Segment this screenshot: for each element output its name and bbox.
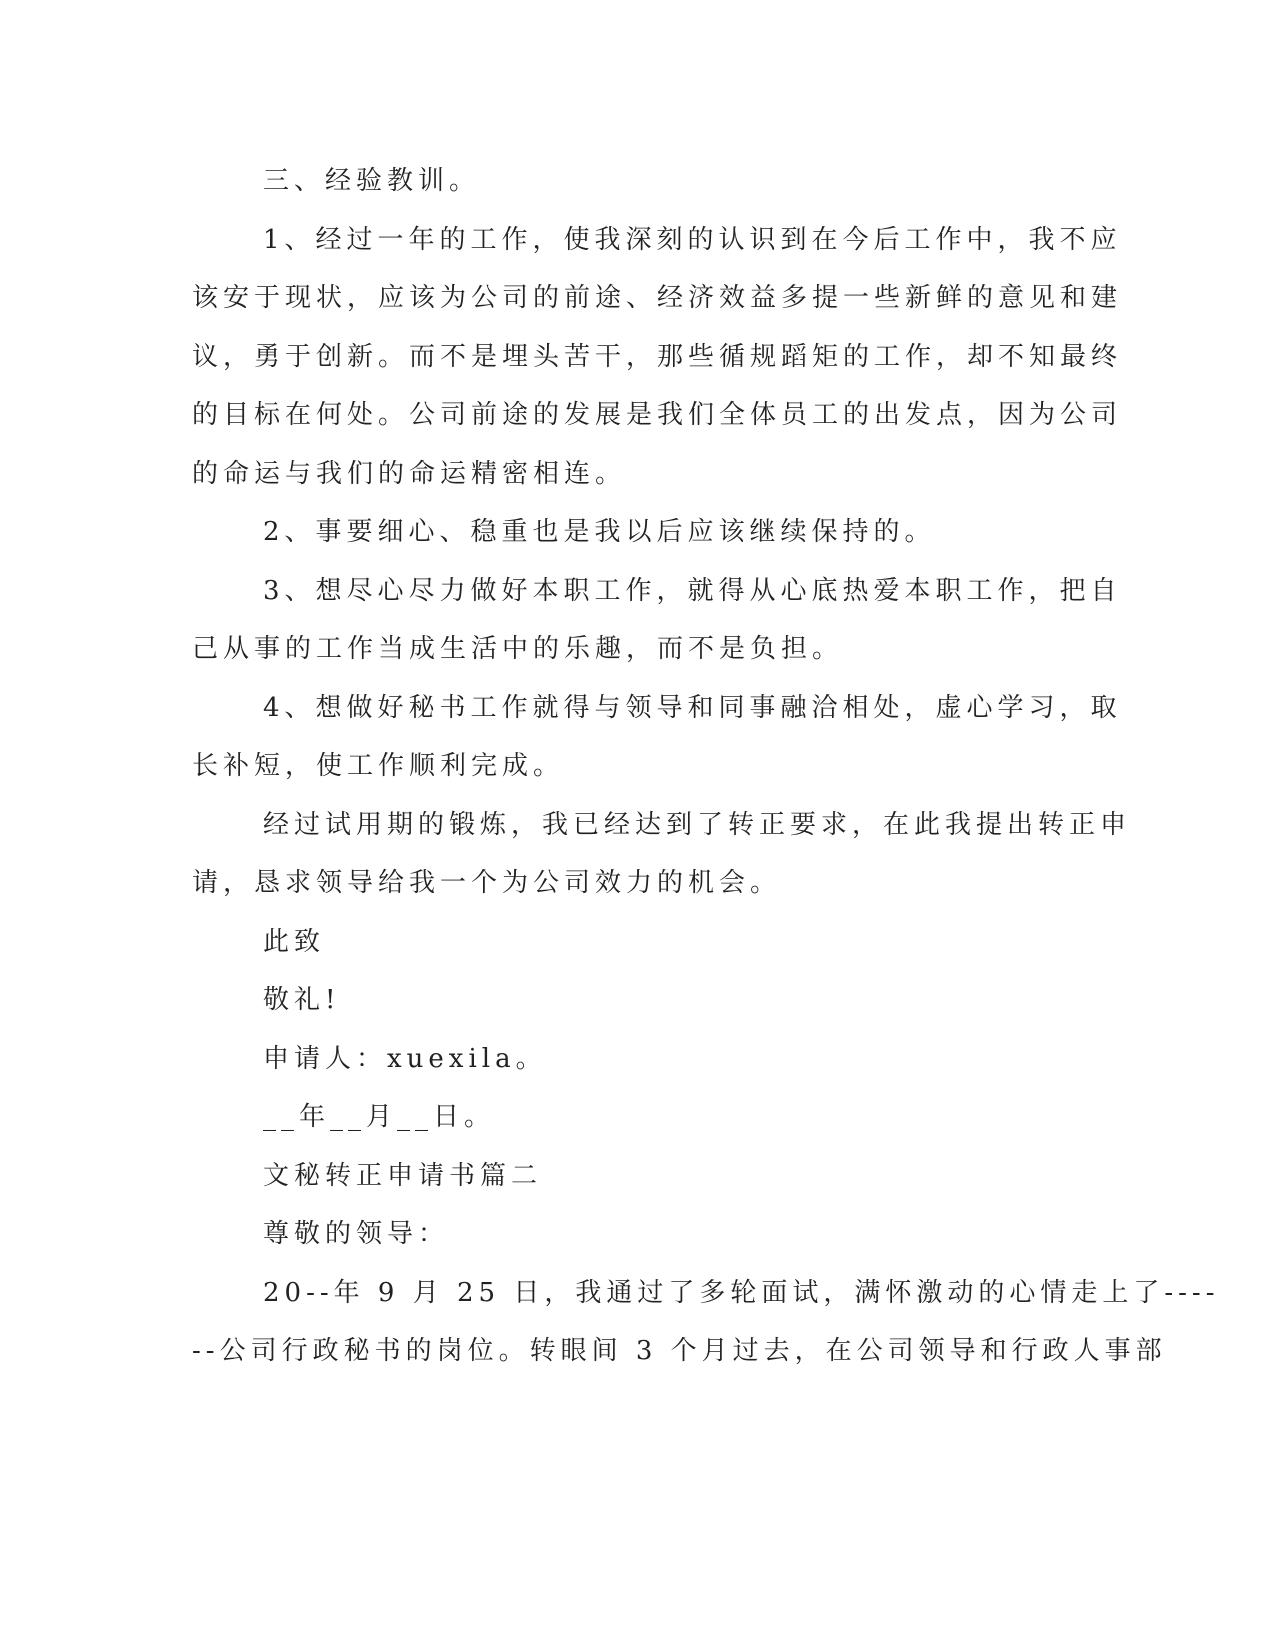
- paragraph-line: 请，恳求领导给我一个为公司效力的机会。: [192, 868, 782, 898]
- paragraph-line: 的目标在何处。公司前途的发展是我们全体员工的出发点，因为公司: [192, 400, 1123, 430]
- applicant-line: 申请人：xuexila。: [263, 1044, 547, 1074]
- paragraph-line: 议，勇于创新。而不是埋头苦干，那些循规蹈矩的工作，却不知最终: [192, 342, 1123, 372]
- closing-salutation: 此致: [263, 927, 326, 957]
- date-line: __年__月__日。: [263, 1102, 496, 1132]
- paragraph-line: 长补短，使工作顺利完成。: [192, 751, 565, 781]
- paragraph-line: 4、想做好秘书工作就得与领导和同事融洽相处，虚心学习，取: [263, 693, 1122, 723]
- closing-regards: 敬礼!: [263, 985, 341, 1015]
- paragraph-line: 该安于现状，应该为公司的前途、经济效益多提一些新鲜的意见和建: [192, 283, 1123, 313]
- paragraph-line: --公司行政秘书的岗位。转眼间 3 个月过去，在公司领导和行政人事部: [192, 1336, 1167, 1366]
- paragraph-line: 3、想尽心尽力做好本职工作，就得从心底热爱本职工作，把自: [263, 576, 1122, 606]
- section-title: 文秘转正申请书篇二: [263, 1161, 543, 1191]
- greeting-line: 尊敬的领导：: [263, 1219, 450, 1249]
- paragraph-line: 1、经过一年的工作，使我深刻的认识到在今后工作中，我不应: [263, 225, 1122, 255]
- section-heading: 三、经验教训。: [263, 166, 481, 196]
- paragraph-line: 2、事要细心、稳重也是我以后应该继续保持的。: [263, 517, 936, 547]
- paragraph-line: 经过试用期的锻炼，我已经达到了转正要求，在此我提出转正申: [263, 810, 1132, 840]
- paragraph-line: 的命运与我们的命运精密相连。: [192, 459, 627, 489]
- paragraph-line: 20--年 9 月 25 日，我通过了多轮面试，满怀激动的心情走上了----: [263, 1278, 1220, 1308]
- paragraph-line: 己从事的工作当成生活中的乐趣，而不是负担。: [192, 634, 844, 664]
